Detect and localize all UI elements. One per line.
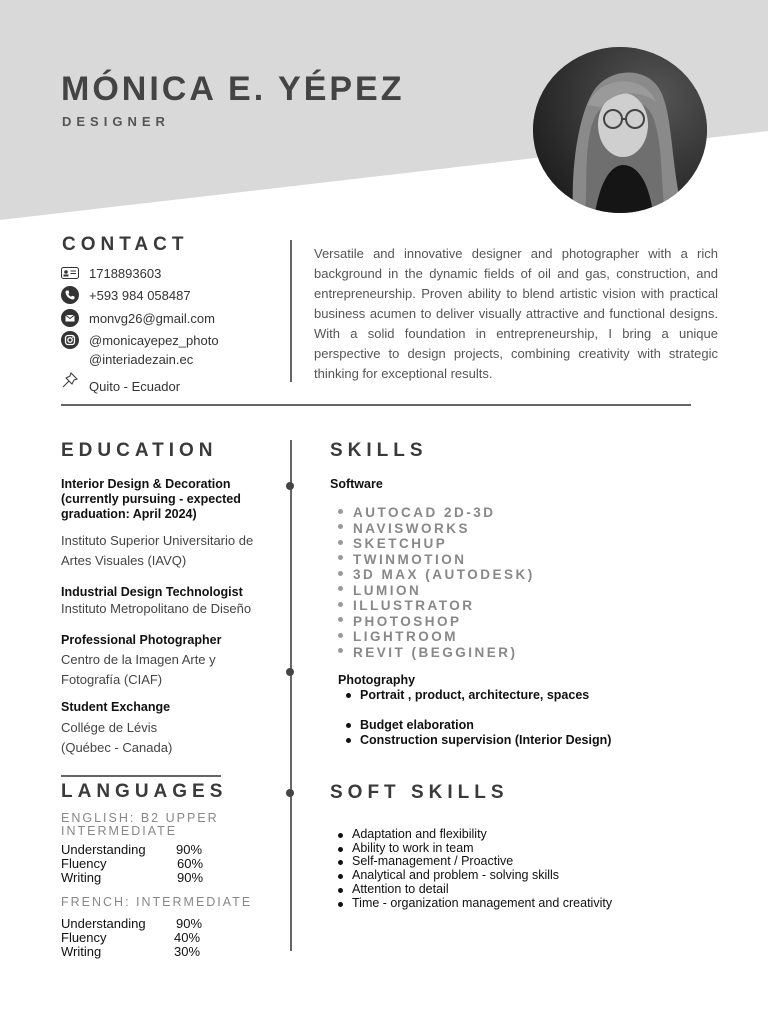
timeline-line bbox=[290, 440, 292, 951]
language-skill-label: Writing bbox=[61, 944, 102, 959]
instagram-icon bbox=[61, 331, 79, 349]
id-number: 1718893603 bbox=[89, 265, 162, 281]
contact-divider bbox=[290, 240, 292, 382]
contact-instagram bbox=[61, 331, 219, 349]
software-item: 3D MAX (AUTODESK) bbox=[338, 567, 535, 583]
skill-item: Construction supervision (Interior Design) bbox=[345, 733, 611, 748]
education-degree: Professional Photographer bbox=[61, 633, 222, 647]
candidate-role: DESIGNER bbox=[62, 114, 170, 129]
id-card-icon bbox=[61, 264, 79, 282]
software-item: AUTOCAD 2D-3D bbox=[338, 505, 535, 521]
language-skill-label: Understanding bbox=[61, 916, 146, 931]
instagram-handle-interior[interactable]: @interiadezain.ec bbox=[89, 352, 194, 367]
soft-skills-title: SOFT SKILLS bbox=[330, 782, 509, 803]
language-skill-pct: 90% bbox=[177, 870, 204, 885]
contact-location bbox=[61, 371, 180, 395]
soft-skill-item: Time - organization management and creativity bbox=[337, 897, 612, 911]
phone-number[interactable]: +593 984 058487 bbox=[89, 287, 191, 303]
software-label: Software bbox=[330, 477, 383, 491]
education-institution: Instituto Metropolitano de Diseño bbox=[61, 601, 252, 616]
soft-skill-item: Ability to work in team bbox=[337, 842, 612, 856]
languages-rule bbox=[61, 775, 221, 777]
software-item: LUMION bbox=[338, 583, 535, 599]
location-text: Quito - Ecuador bbox=[89, 378, 181, 394]
soft-skill-item: Adaptation and flexibility bbox=[337, 828, 612, 842]
soft-skill-item: Attention to detail bbox=[337, 883, 612, 897]
french-level: FRENCH: INTERMEDIATE bbox=[61, 895, 253, 909]
languages-title: LANGUAGES bbox=[61, 781, 228, 802]
education-institution: Instituto Superior Universitario de Artes Visuales (IAVQ) bbox=[61, 533, 254, 568]
education-degree: Interior Design & Decoration (currently pursuing - expected graduation: April 2024) bbox=[61, 477, 241, 521]
education-degree: Student Exchange bbox=[61, 700, 171, 714]
email-icon bbox=[61, 309, 79, 327]
language-skill-pct: 90% bbox=[176, 842, 203, 857]
skill-item: Budget elaboration bbox=[345, 718, 611, 733]
profile-summary: Versatile and innovative designer and photographer with a rich background in the dynamic fields of oil and gas, construction, and entrepreneurship. Proven ability to blend artistic vision with practical business acumen to deliver visually attractive and functional designs. With a solid foundation in entrepreneurship, I bring a unique perspective to design projects, combining creativity with strategic thinking for exceptional results. bbox=[314, 246, 718, 381]
language-skill-label: Writing bbox=[61, 870, 102, 885]
software-item: SKETCHUP bbox=[338, 536, 535, 552]
language-skill-label: Fluency bbox=[61, 930, 107, 945]
software-item: NAVISWORKS bbox=[338, 521, 535, 537]
skills-title: SKILLS bbox=[330, 440, 428, 461]
language-skill-pct: 60% bbox=[177, 856, 204, 871]
software-list bbox=[338, 505, 535, 660]
other-skills-list bbox=[345, 718, 611, 747]
candidate-name: MÓNICA E. YÉPEZ bbox=[61, 70, 405, 108]
profile-photo bbox=[533, 47, 707, 213]
language-skill-label: Fluency bbox=[61, 856, 107, 871]
soft-skills-list bbox=[337, 828, 612, 910]
instagram-handle-photo[interactable]: @monicayepez_photo bbox=[89, 332, 219, 348]
language-skill-pct: 30% bbox=[174, 944, 201, 959]
photography-item: Portrait , product, architecture, spaces bbox=[345, 688, 589, 703]
email-address[interactable]: monvg26@gmail.com bbox=[89, 310, 215, 326]
soft-skill-item: Analytical and problem - solving skills bbox=[337, 869, 612, 883]
software-item: LIGHTROOM bbox=[338, 629, 535, 645]
education-institution: Centro de la Imagen Arte y Fotografía (CIAF) bbox=[61, 652, 216, 687]
soft-skill-item: Self-management / Proactive bbox=[337, 855, 612, 869]
software-item: PHOTOSHOP bbox=[338, 614, 535, 630]
contact-title: CONTACT bbox=[62, 234, 189, 255]
software-item: REVIT (BEGGINER) bbox=[338, 645, 535, 661]
language-skill-label: Understanding bbox=[61, 842, 146, 857]
language-skill-pct: 40% bbox=[174, 930, 201, 945]
section-separator bbox=[61, 404, 691, 406]
pin-icon bbox=[61, 371, 79, 395]
education-degree: Industrial Design Technologist bbox=[61, 585, 243, 599]
photography-label: Photography bbox=[338, 673, 416, 687]
software-item: TWINMOTION bbox=[338, 552, 535, 568]
photography-list bbox=[345, 688, 589, 703]
timeline-dot bbox=[286, 789, 294, 797]
contact-email bbox=[61, 309, 215, 327]
education-institution: Collége de Lévis (Québec - Canada) bbox=[61, 720, 173, 755]
software-item: ILLUSTRATOR bbox=[338, 598, 535, 614]
education-title: EDUCATION bbox=[61, 440, 218, 461]
phone-icon bbox=[61, 286, 79, 304]
timeline-dot bbox=[286, 482, 294, 490]
contact-phone bbox=[61, 286, 191, 304]
timeline-dot bbox=[286, 668, 294, 676]
english-level: ENGLISH: B2 UPPER INTERMEDIATE bbox=[61, 811, 219, 838]
language-skill-pct: 90% bbox=[176, 916, 203, 931]
contact-id bbox=[61, 264, 161, 282]
